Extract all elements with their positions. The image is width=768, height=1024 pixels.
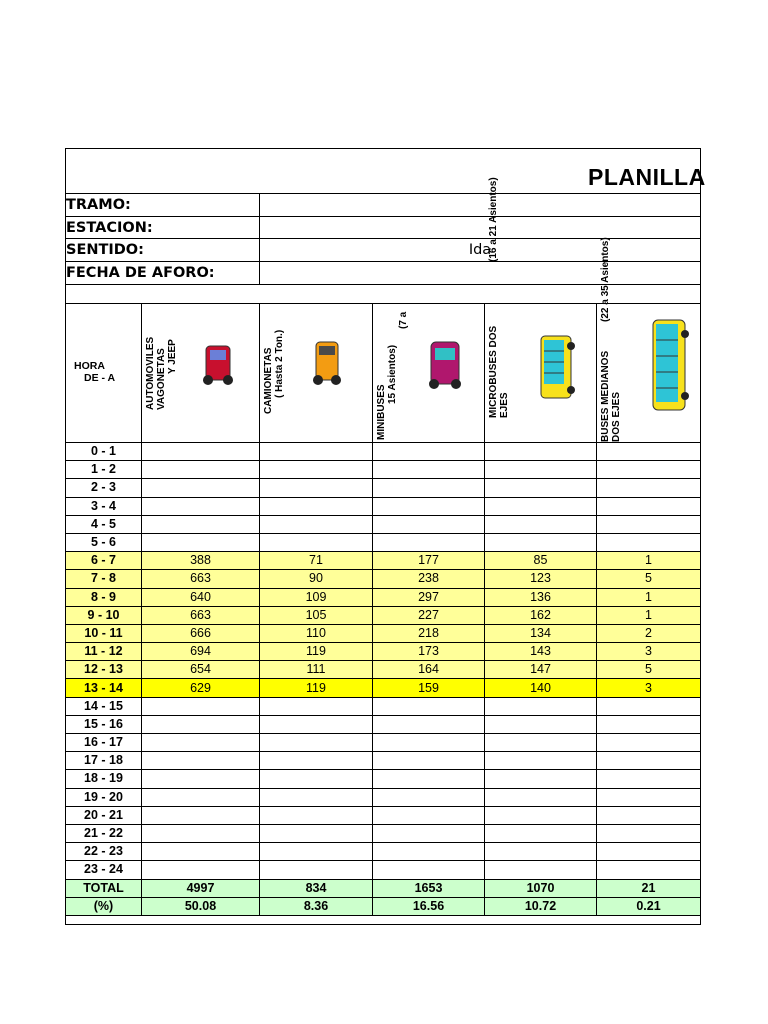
buses-medianos-count-cell[interactable] — [597, 697, 701, 715]
minibuses-count-cell[interactable] — [373, 515, 485, 533]
microbuses-count-cell[interactable]: 123 — [485, 570, 597, 588]
buses-medianos-count-cell[interactable] — [597, 824, 701, 842]
automoviles-count-cell[interactable] — [142, 443, 260, 461]
traffic-count-sheet — [65, 148, 768, 924]
camionetas-count-cell[interactable]: 110 — [260, 624, 373, 642]
buses-medianos-count-cell[interactable] — [597, 861, 701, 879]
hour-range-cell: 13 - 14 — [66, 679, 142, 697]
hour-range-cell: 11 - 12 — [66, 643, 142, 661]
buses-medianos-count-cell[interactable] — [597, 752, 701, 770]
hour-range-cell: 19 - 20 — [66, 788, 142, 806]
table-row — [66, 515, 701, 533]
minibuses-count-cell[interactable] — [373, 497, 485, 515]
hour-range-cell: 8 - 9 — [66, 588, 142, 606]
percent-label: (%) — [66, 897, 142, 915]
total-row — [66, 879, 701, 897]
minibuses-count-cell[interactable] — [373, 443, 485, 461]
table-row — [66, 570, 701, 588]
minibuses-count-cell[interactable] — [373, 824, 485, 842]
minibuses-count-cell[interactable]: 173 — [373, 643, 485, 661]
column-header-camionetas — [260, 304, 373, 443]
column-header-buses-medianos — [597, 237, 701, 443]
buses-medianos-count-cell[interactable] — [597, 461, 701, 479]
camionetas-count-cell[interactable] — [260, 843, 373, 861]
minibuses-total-cell: 1653 — [373, 879, 485, 897]
microbuses-count-cell[interactable] — [485, 715, 597, 733]
camionetas-count-cell[interactable]: 90 — [260, 570, 373, 588]
divider — [65, 216, 700, 217]
microbuses-count-cell[interactable] — [485, 770, 597, 788]
camionetas-label: CAMIONETAS ( Hasta 2 Ton.) — [263, 329, 285, 414]
camionetas-count-cell[interactable] — [260, 479, 373, 497]
hora-label: HORA — [74, 360, 105, 372]
automoviles-count-cell[interactable]: 654 — [142, 661, 260, 679]
table-row — [66, 715, 701, 733]
microbuses-count-cell[interactable] — [485, 861, 597, 879]
table-row — [66, 588, 701, 606]
minibuses-count-cell[interactable] — [373, 788, 485, 806]
minibuses-count-cell[interactable] — [373, 806, 485, 824]
automoviles-count-cell[interactable] — [142, 461, 260, 479]
microbuses-total-cell: 1070 — [485, 879, 597, 897]
buses-medianos-count-cell[interactable] — [597, 843, 701, 861]
total-label: TOTAL — [66, 879, 142, 897]
buses-medianos-count-cell[interactable]: 1 — [597, 606, 701, 624]
table-row — [66, 479, 701, 497]
divider — [65, 193, 700, 194]
buses-medianos-count-cell[interactable]: 3 — [597, 679, 701, 697]
hour-range-cell: 21 - 22 — [66, 824, 142, 842]
buses-medianos-count-cell[interactable] — [597, 788, 701, 806]
camionetas-count-cell[interactable] — [260, 770, 373, 788]
tramo-label: TRAMO: — [66, 197, 131, 213]
orange-pickup-icon — [310, 336, 344, 390]
automoviles-total-cell: 4997 — [142, 879, 260, 897]
microbuses-count-cell[interactable] — [485, 788, 597, 806]
automoviles-percent-cell: 50.08 — [142, 897, 260, 915]
buses-medianos-count-cell[interactable]: 3 — [597, 643, 701, 661]
table-row — [66, 552, 701, 570]
table-row — [66, 461, 701, 479]
minibuses-count-cell[interactable] — [373, 461, 485, 479]
automoviles-count-cell[interactable] — [142, 806, 260, 824]
hour-range-cell: 20 - 21 — [66, 806, 142, 824]
hora-range-label: DE - A — [84, 372, 116, 384]
minibuses-count-cell[interactable] — [373, 734, 485, 752]
buses-medianos-percent-cell: 0.21 — [597, 897, 701, 915]
microbuses-count-cell[interactable] — [485, 443, 597, 461]
buses-medianos-count-cell[interactable]: 1 — [597, 552, 701, 570]
automoviles-count-cell[interactable] — [142, 479, 260, 497]
table-row — [66, 770, 701, 788]
minibuses-count-cell[interactable]: 164 — [373, 661, 485, 679]
automoviles-count-cell[interactable] — [142, 843, 260, 861]
automoviles-count-cell[interactable]: 640 — [142, 588, 260, 606]
buses-medianos-count-cell[interactable] — [597, 515, 701, 533]
camionetas-count-cell[interactable] — [260, 461, 373, 479]
hour-range-cell: 15 - 16 — [66, 715, 142, 733]
estacion-label: ESTACION: — [66, 220, 153, 236]
camionetas-count-cell[interactable] — [260, 734, 373, 752]
automoviles-count-cell[interactable]: 694 — [142, 643, 260, 661]
hour-range-cell: 23 - 24 — [66, 861, 142, 879]
column-header-minibuses — [373, 304, 485, 443]
column-header-microbuses — [485, 177, 597, 443]
automoviles-count-cell[interactable] — [142, 770, 260, 788]
camionetas-count-cell[interactable] — [260, 752, 373, 770]
automoviles-count-cell[interactable]: 388 — [142, 552, 260, 570]
minibuses-count-cell[interactable] — [373, 479, 485, 497]
microbuses-count-cell[interactable] — [485, 697, 597, 715]
minibuses-count-cell[interactable] — [373, 533, 485, 551]
microbuses-count-cell[interactable]: 140 — [485, 679, 597, 697]
camionetas-count-cell[interactable] — [260, 497, 373, 515]
hour-range-cell: 6 - 7 — [66, 552, 142, 570]
automoviles-count-cell[interactable]: 663 — [142, 606, 260, 624]
table-row — [66, 806, 701, 824]
microbuses-count-cell[interactable] — [485, 533, 597, 551]
buses-medianos-count-cell[interactable] — [597, 479, 701, 497]
buses-medianos-label: BUSES MEDIANOS DOS EJES (22 a 35 Asientos) — [600, 237, 622, 442]
minibuses-count-cell[interactable] — [373, 770, 485, 788]
hour-range-cell: 9 - 10 — [66, 606, 142, 624]
table-row — [66, 843, 701, 861]
hour-range-cell: 5 - 6 — [66, 533, 142, 551]
table-row — [66, 824, 701, 842]
automoviles-count-cell[interactable] — [142, 497, 260, 515]
automoviles-label: AUTOMOVILES VAGONETAS Y JEEP — [145, 336, 178, 410]
table-row — [66, 497, 701, 515]
buses-medianos-count-cell[interactable]: 5 — [597, 570, 701, 588]
microbuses-count-cell[interactable] — [485, 497, 597, 515]
camionetas-count-cell[interactable] — [260, 533, 373, 551]
percent-row — [66, 897, 701, 915]
minibuses-count-cell[interactable]: 177 — [373, 552, 485, 570]
hour-range-cell: 2 - 3 — [66, 479, 142, 497]
table-row — [66, 606, 701, 624]
camionetas-total-cell: 834 — [260, 879, 373, 897]
automoviles-count-cell[interactable]: 666 — [142, 624, 260, 642]
automoviles-count-cell[interactable] — [142, 715, 260, 733]
table-row — [66, 624, 701, 642]
table-row — [66, 861, 701, 879]
microbuses-percent-cell: 10.72 — [485, 897, 597, 915]
automoviles-count-cell[interactable]: 663 — [142, 570, 260, 588]
automoviles-count-cell[interactable]: 629 — [142, 679, 260, 697]
hour-range-cell: 0 - 1 — [66, 443, 142, 461]
hour-range-cell: 4 - 5 — [66, 515, 142, 533]
microbuses-count-cell[interactable] — [485, 734, 597, 752]
microbuses-count-cell[interactable]: 85 — [485, 552, 597, 570]
yellow-bus-icon — [647, 316, 693, 416]
column-header-automoviles — [142, 304, 260, 443]
fecha-aforo-label: FECHA DE AFORO: — [66, 265, 215, 281]
hour-range-cell: 12 - 13 — [66, 661, 142, 679]
microbuses-count-cell[interactable]: 143 — [485, 643, 597, 661]
microbuses-count-cell[interactable]: 162 — [485, 606, 597, 624]
microbuses-count-cell[interactable] — [485, 806, 597, 824]
microbuses-count-cell[interactable] — [485, 752, 597, 770]
camionetas-count-cell[interactable] — [260, 697, 373, 715]
camionetas-percent-cell: 8.36 — [260, 897, 373, 915]
minibuses-count-cell[interactable] — [373, 715, 485, 733]
camionetas-count-cell[interactable] — [260, 824, 373, 842]
minibuses-count-cell[interactable]: 227 — [373, 606, 485, 624]
minibuses-count-cell[interactable] — [373, 861, 485, 879]
sentido-value[interactable]: Ida — [468, 242, 492, 258]
buses-medianos-count-cell[interactable] — [597, 806, 701, 824]
red-jeep-icon — [198, 338, 238, 392]
table-row — [66, 443, 701, 461]
camionetas-count-cell[interactable] — [260, 443, 373, 461]
column-header-hora — [66, 304, 142, 443]
hour-range-cell: 3 - 4 — [66, 497, 142, 515]
camionetas-count-cell[interactable]: 111 — [260, 661, 373, 679]
camionetas-count-cell[interactable] — [260, 715, 373, 733]
microbuses-count-cell[interactable]: 134 — [485, 624, 597, 642]
hour-range-cell: 14 - 15 — [66, 697, 142, 715]
automoviles-count-cell[interactable] — [142, 533, 260, 551]
page-title: PLANILLA — [588, 164, 706, 190]
table-row — [66, 661, 701, 679]
automoviles-count-cell[interactable] — [142, 824, 260, 842]
buses-medianos-count-cell[interactable] — [597, 715, 701, 733]
microbuses-count-cell[interactable] — [485, 461, 597, 479]
hour-range-cell: 16 - 17 — [66, 734, 142, 752]
buses-medianos-total-cell: 21 — [597, 879, 701, 897]
automoviles-count-cell[interactable] — [142, 515, 260, 533]
buses-medianos-count-cell[interactable] — [597, 734, 701, 752]
buses-medianos-count-cell[interactable]: 5 — [597, 661, 701, 679]
minibuses-count-cell[interactable] — [373, 752, 485, 770]
camionetas-count-cell[interactable] — [260, 788, 373, 806]
camionetas-count-cell[interactable] — [260, 515, 373, 533]
table-row — [66, 679, 701, 697]
buses-medianos-count-cell[interactable] — [597, 497, 701, 515]
table-row — [66, 752, 701, 770]
minibuses-count-cell[interactable]: 238 — [373, 570, 485, 588]
camionetas-count-cell[interactable] — [260, 806, 373, 824]
minibuses-count-cell[interactable]: 218 — [373, 624, 485, 642]
table-row — [66, 697, 701, 715]
microbuses-count-cell[interactable]: 147 — [485, 661, 597, 679]
microbuses-label: MICROBUSES DOS EJES (16 a 21 Asientos) — [488, 177, 510, 418]
microbuses-count-cell[interactable] — [485, 843, 597, 861]
microbuses-count-cell[interactable] — [485, 515, 597, 533]
buses-medianos-count-cell[interactable] — [597, 443, 701, 461]
hour-range-cell: 22 - 23 — [66, 843, 142, 861]
minibuses-percent-cell: 16.56 — [373, 897, 485, 915]
table-header-row — [66, 304, 701, 443]
hour-range-cell: 10 - 11 — [66, 624, 142, 642]
hour-range-cell: 18 - 19 — [66, 770, 142, 788]
automoviles-count-cell[interactable] — [142, 752, 260, 770]
microbuses-count-cell[interactable]: 136 — [485, 588, 597, 606]
minibuses-label: MINIBUSES 15 Asientos) (7 a — [376, 311, 409, 440]
automoviles-count-cell[interactable] — [142, 788, 260, 806]
buses-medianos-count-cell[interactable]: 1 — [597, 588, 701, 606]
magenta-minibus-icon — [425, 336, 465, 394]
table-row — [66, 533, 701, 551]
table-row — [66, 788, 701, 806]
automoviles-count-cell[interactable] — [142, 861, 260, 879]
microbuses-count-cell[interactable] — [485, 479, 597, 497]
minibuses-count-cell[interactable] — [373, 843, 485, 861]
camionetas-count-cell[interactable]: 119 — [260, 643, 373, 661]
buses-medianos-count-cell[interactable] — [597, 770, 701, 788]
microbuses-count-cell[interactable] — [485, 824, 597, 842]
hour-range-cell: 7 - 8 — [66, 570, 142, 588]
minibuses-count-cell[interactable]: 159 — [373, 679, 485, 697]
automoviles-count-cell[interactable] — [142, 697, 260, 715]
camionetas-count-cell[interactable]: 119 — [260, 679, 373, 697]
table-row — [66, 734, 701, 752]
sentido-label: SENTIDO: — [66, 242, 144, 258]
camionetas-count-cell[interactable]: 105 — [260, 606, 373, 624]
minibuses-count-cell[interactable] — [373, 697, 485, 715]
camionetas-count-cell[interactable]: 71 — [260, 552, 373, 570]
automoviles-count-cell[interactable] — [142, 734, 260, 752]
yellow-microbus-icon — [535, 332, 577, 404]
camionetas-count-cell[interactable]: 109 — [260, 588, 373, 606]
camionetas-count-cell[interactable] — [260, 861, 373, 879]
minibuses-count-cell[interactable]: 297 — [373, 588, 485, 606]
hour-range-cell: 1 - 2 — [66, 461, 142, 479]
buses-medianos-count-cell[interactable] — [597, 533, 701, 551]
table-row — [66, 643, 701, 661]
buses-medianos-count-cell[interactable]: 2 — [597, 624, 701, 642]
hour-range-cell: 17 - 18 — [66, 752, 142, 770]
